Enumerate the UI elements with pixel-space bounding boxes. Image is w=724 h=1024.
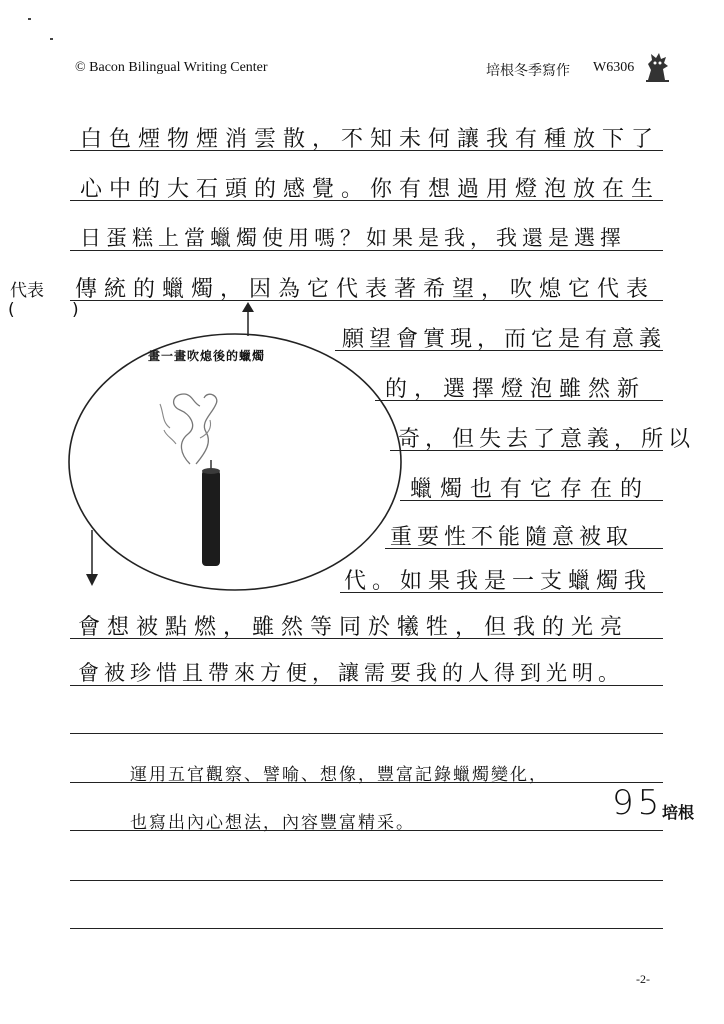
- extinguished-candle-icon: [196, 460, 226, 570]
- margin-note: 代表: [10, 281, 44, 301]
- essay-line-5: 願望會實現，而它是有意義: [342, 327, 667, 352]
- score: 95: [612, 783, 664, 823]
- essay-line-11: 會想被點燃，雖然等同於犧牲，但我的光亮: [78, 615, 630, 640]
- essay-line-8: 蠟燭也有它存在的: [410, 477, 651, 502]
- worksheet-code: W6306: [593, 60, 635, 75]
- page-number: -2-: [636, 972, 650, 986]
- essay-line-3: 日蛋糕上當蠟燭使用嗎？如果是我，我還是選擇: [80, 226, 626, 250]
- essay-line-6: 的，選擇燈泡雖然新: [385, 377, 647, 402]
- smoke-icon: [150, 384, 240, 474]
- ruled-line: [70, 733, 663, 734]
- essay-line-10: 代。如果我是一支蠟燭我: [344, 569, 653, 594]
- teacher-signature: 培根: [662, 803, 695, 822]
- essay-line-12: 會被珍惜且帶來方便，讓需要我的人得到光明。: [78, 661, 624, 685]
- essay-line-7: 奇，但失去了意義，所以: [398, 427, 696, 452]
- ruled-line: [70, 880, 663, 881]
- bacon-mascot-icon: [642, 50, 672, 84]
- speck-mark: [50, 38, 53, 40]
- speck-mark: [28, 18, 31, 20]
- copyright-text: © Bacon Bilingual Writing Center: [75, 60, 268, 75]
- teacher-comment-line-2: 也寫出內心想法，內容豐富精采。: [130, 813, 415, 833]
- essay-line-1: 白色煙物煙消雲散，不知未何讓我有種放下了: [80, 127, 661, 152]
- essay-line-2: 心中的大石頭的感覺。你有想過用燈泡放在生: [80, 177, 661, 202]
- drawing-caption: 畫一畫吹熄後的蠟燭: [148, 349, 266, 363]
- program-title: 培根冬季寫作: [486, 64, 570, 79]
- margin-paren-open: (: [8, 300, 15, 320]
- essay-line-4: 傳統的蠟燭，因為它代表著希望，吹熄它代表: [75, 277, 656, 302]
- ruled-line: [70, 928, 663, 929]
- essay-line-9: 重要性不能隨意被取: [390, 525, 634, 550]
- teacher-comment-line-1: 運用五官觀察、譬喻、想像，豐富記錄蠟燭變化，: [130, 765, 548, 785]
- margin-paren-close: ): [72, 300, 79, 320]
